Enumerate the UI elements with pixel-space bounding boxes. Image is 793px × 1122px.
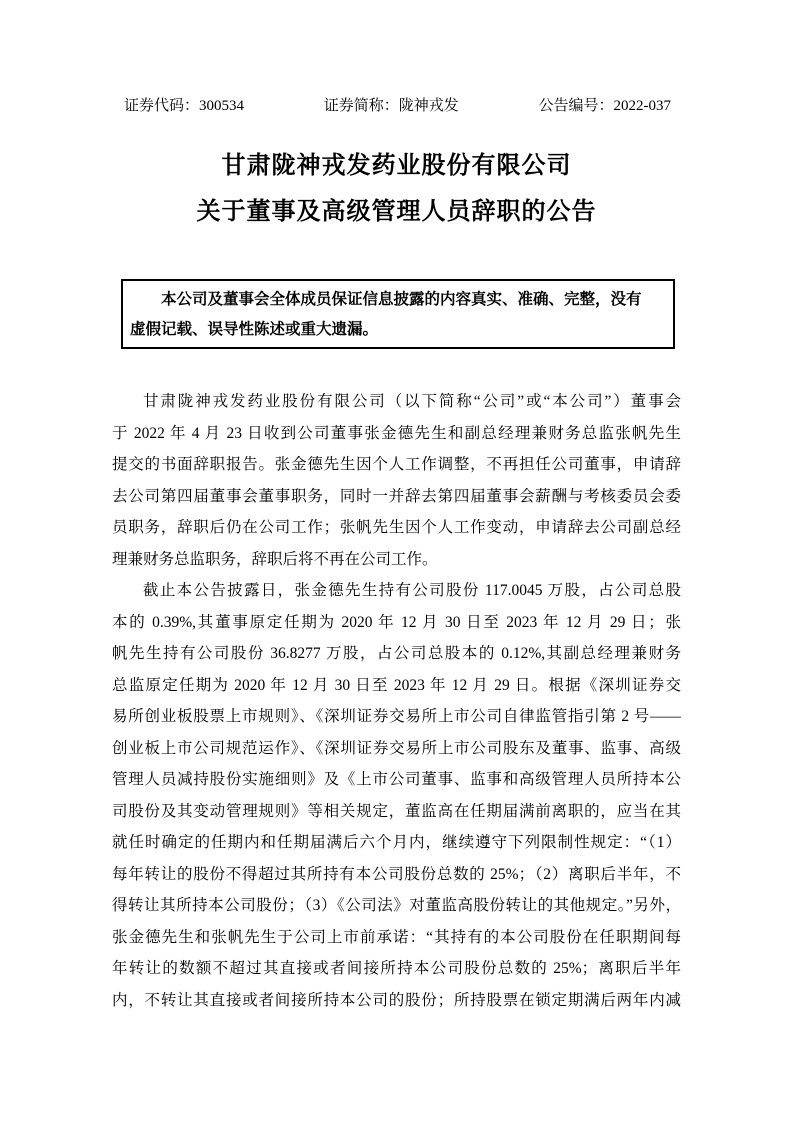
body-line: 司股份及其变动管理规则》等相关规定，董监高在任期届满前离职的，应当在其 (112, 802, 681, 820)
body-line: 张金德先生和张帆先生于公司上市前承诺：“其持有的本公司股份在任职期间每 (112, 928, 681, 946)
announcement-number-label: 公告编号：2022-037 (538, 98, 671, 114)
document-body (112, 386, 681, 1016)
body-line: 创业板上市公司规范运作》、《深圳证券交易所上市公司股东及董事、监事、高级 (112, 739, 681, 757)
body-line: 帆先生持有公司股份 36.8277 万股，占公司总股本的 0.12%,其副总经理兼财务 (112, 645, 681, 662)
body-line: 提交的书面辞职报告。张金德先生因个人工作调整，不再担任公司董事，申请辞 (112, 456, 681, 473)
paragraph-1 (112, 386, 681, 575)
body-line: 管理人员减持股份实施细则》及《上市公司董事、监事和高级管理人员所持本公 (112, 771, 681, 788)
company-name-title: 甘肃陇神戎发药业股份有限公司 (221, 153, 572, 179)
disclaimer-line: 本公司及董事会全体成员保证信息披露的内容真实、准确、完整，没有 (161, 291, 642, 308)
body-line: 年转让的数额不超过其直接或者间接所持本公司股份总数的 25%；离职后半年 (112, 960, 681, 977)
body-line: 于 2022 年 4 月 23 日收到公司董事张金德先生和副总经理兼财务总监张帆先生 (112, 424, 681, 442)
body-line: 甘肃陇神戎发药业股份有限公司（以下简称“公司”或“本公司”）董事会 (143, 393, 681, 410)
paragraph-2 (112, 575, 681, 1016)
body-line: 每年转让的股份不得超过其所持有本公司股份总数的 25%；（2）离职后半年，不 (112, 865, 681, 883)
document-header-row (124, 96, 671, 116)
body-line: 总监原定任期为 2020 年 12 月 30 日至 2023 年 12 月 29 日。根据《深圳证券交 (112, 676, 681, 694)
disclaimer-line: 虚假记载、误导性陈述或重大遗漏。 (130, 321, 379, 338)
body-line: 去公司第四届董事会董事职务，同时一并辞去第四届董事会薪酬与考核委员会委 (112, 487, 681, 505)
body-line: 就任时确定的任期内和任期届满后六个月内，继续遵守下列限制性规定：“（1） (112, 834, 681, 851)
body-line: 本的 0.39%,其董事原定任期为 2020 年 12 月 30 日至 2023 年 12 月 29 日；张 (112, 613, 681, 631)
body-line: 理兼财务总监职务，辞职后将不再在公司工作。 (112, 550, 438, 568)
body-line: 易所创业板股票上市规则》、《深圳证券交易所上市公司自律监管指引第 2 号—— (112, 708, 681, 725)
stock-name-label: 证券简称：陇神戎发 (323, 98, 459, 114)
body-line: 得转让其所持本公司股份；（3）《公司法》对董监高股份转让的其他规定。”另外， (112, 897, 681, 914)
body-line: 内，不转让其直接或者间接所持本公司的股份；所持股票在锁定期满后两年内减 (112, 991, 681, 1009)
disclaimer-box (121, 279, 675, 349)
body-line: 员职务，辞职后仍在公司工作；张帆先生因个人工作变动，申请辞去公司副总经 (112, 519, 681, 536)
announcement-title: 关于董事及高级管理人员辞职的公告 (196, 199, 597, 225)
body-line: 截止本公告披露日，张金德先生持有公司股份 117.0045 万股，占公司总股 (143, 582, 681, 599)
stock-code-label: 证券代码：300534 (124, 98, 245, 114)
